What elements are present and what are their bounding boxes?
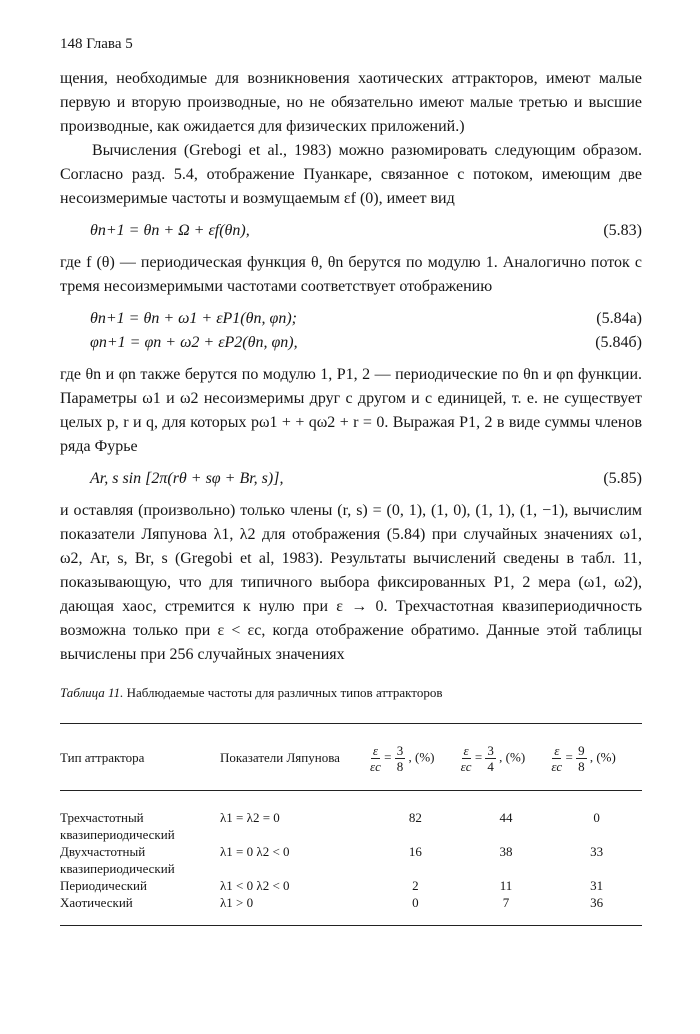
table-caption-label: Таблица 11.: [60, 685, 124, 700]
row-type: Хаотический: [60, 895, 133, 910]
equation-5-85: [60, 467, 642, 491]
equation-number: (5.84a): [596, 310, 642, 327]
row-value-2: 7: [502, 895, 510, 910]
equation-5-84-block: [60, 307, 642, 355]
equation-5-84a: [60, 307, 642, 331]
row-value-2: 11: [499, 878, 513, 893]
equation-expression: Ar, s sin [2π(rθ + sφ + Br, s)],: [90, 470, 284, 487]
equation-expression: θn+1 = θn + Ω + εf(θn),: [90, 222, 250, 239]
equation-expression: φn+1 = φn + ω2 + εP2(θn, φn),: [90, 334, 298, 351]
row-type: Двухчастотный квазипериодический: [60, 844, 175, 876]
equation-expression: θn+1 = θn + ω1 + εP1(θn, φn);: [90, 310, 297, 327]
table-caption-text: Наблюдаемые частоты для различных типов аттракторов: [126, 685, 443, 700]
header-col2-frac-num: 3: [487, 742, 494, 758]
equation-number: (5.85): [603, 470, 642, 487]
table-row: [60, 877, 642, 894]
paragraph-4: где θn и φn также берутся по модулю 1, P1, 2 — периодические по θn и φn функции. Параметры ω1 и ω2 несоизмеримы друг с другом и с единицей, т. е. не существует целых p, r и q, для которых pω1 + + qω2 + r = 0. Выражая P1, 2 в виде суммы членов ряда Фурье: [60, 366, 642, 455]
paragraph-3: где f (θ) — периодическая функция θ, θn берутся по модулю 1. Аналогично поток с тремя несоизмеримыми частотами соответствует отображению: [60, 254, 642, 295]
header-type: Тип аттрактора: [60, 750, 145, 765]
row-type: Трехчастотный квазипериодический: [60, 810, 175, 842]
header-col2-epsc: εc: [460, 758, 472, 774]
header-col1-epsc: εc: [370, 758, 381, 774]
table-row: [60, 843, 642, 877]
equation-5-83: [60, 219, 642, 243]
row-exponents: λ1 > 0: [220, 895, 254, 910]
header-col2: $\frac{\varepsilon}{\varepsilon c}$ = $\frac{3}{4}$ , (%): [460, 742, 526, 774]
row-value-2: 44: [499, 810, 513, 825]
page: [60, 36, 642, 926]
header-col2-frac-den: 4: [487, 758, 494, 774]
row-exponents: λ1 = λ2 = 0: [220, 810, 280, 825]
equation-5-85-block: [60, 467, 642, 491]
row-value-3: 33: [590, 844, 604, 859]
header-col3-unit: , (%): [589, 748, 616, 764]
header-col1-frac-num: 3: [396, 742, 404, 758]
header-col3-epsc: εc: [551, 758, 563, 774]
paragraph-2: Вычисления (Grebogi et al., 1983) можно разюмировать следующим образом. Согласно разд. 5.4, отображение Пуанкаре, связанное с потоком, имеющим две несоизмеримые частоты и возмущаемым εf (0), имеет вид: [60, 142, 642, 207]
header-col2-unit: , (%): [499, 748, 526, 764]
row-value-3: 31: [590, 878, 604, 893]
row-value-1: 0: [412, 895, 419, 910]
row-value-1: 82: [408, 810, 422, 825]
row-value-1: 16: [408, 844, 422, 859]
equation-5-84b: [60, 331, 642, 355]
row-value-2: 38: [499, 844, 513, 859]
row-type: Периодический: [60, 878, 147, 893]
row-value-3: 36: [590, 895, 604, 910]
header-col3-eps: ε: [554, 742, 560, 758]
row-exponents: λ1 < 0 λ2 < 0: [220, 878, 290, 893]
equation-number: (5.83): [603, 222, 642, 239]
equation-5-83-block: [60, 219, 642, 243]
equation-number: (5.84б): [595, 334, 642, 351]
table-row: [60, 809, 642, 843]
paragraph-5: и оставляя (произвольно) только члены (r, s) = (0, 1), (1, 0), (1, 1), (1, −1), вычислим показатели Ляпунова λ1, λ2 для отображения (5.84) при случайных значениях ω1, ω2, Ar, s, Br, s (Gregobi et al, 1983). Результаты вычислений сведены в табл. 11, показывающую, что для типичного выбора фиксированных P1, 2 мера (ω1, ω2), дающая хаос, стремится к нулю при ε → 0. Трехчастотная квазипериодичность возможна только при ε < εc, когда отображение обратимо. Данные этой таблицы вычислены при 256 случайных значениях: [60, 502, 642, 663]
paragraph-1: щения, необходимые для возникновения хаотических аттракторов, имеют малые первую и вторую производные, но не обязательно имеют малые третью и высшие производные, как ожидается для физических приложений.): [60, 70, 642, 135]
table-bottom-rule: [60, 925, 642, 926]
header-col3-frac-num: 9: [578, 742, 585, 758]
row-value-1: 2: [412, 878, 419, 893]
table-top-rule: [60, 723, 642, 724]
header-col1: $\frac{\varepsilon}{\varepsilon c}$ = $\frac{3}{8}$ , (%): [370, 742, 435, 774]
table-caption: [60, 685, 642, 701]
header-col3-frac-den: 8: [578, 758, 585, 774]
header-col3: $\frac{\varepsilon}{\varepsilon c}$ = $\frac{9}{8}$ , (%): [551, 742, 616, 774]
header-col1-unit: , (%): [408, 748, 435, 764]
attractor-table: [60, 726, 642, 925]
header-col2-eps: ε: [463, 742, 469, 758]
header-exponents: Показатели Ляпунова: [220, 750, 340, 765]
table-row: [60, 894, 642, 911]
row-exponents: λ1 = 0 λ2 < 0: [220, 844, 290, 859]
header-col1-eps: ε: [372, 742, 379, 758]
row-value-3: 0: [593, 810, 600, 825]
table-header-row: [60, 726, 642, 790]
header-col1-frac-den: 8: [396, 758, 404, 774]
running-header: 148 Глава 5: [60, 36, 133, 52]
